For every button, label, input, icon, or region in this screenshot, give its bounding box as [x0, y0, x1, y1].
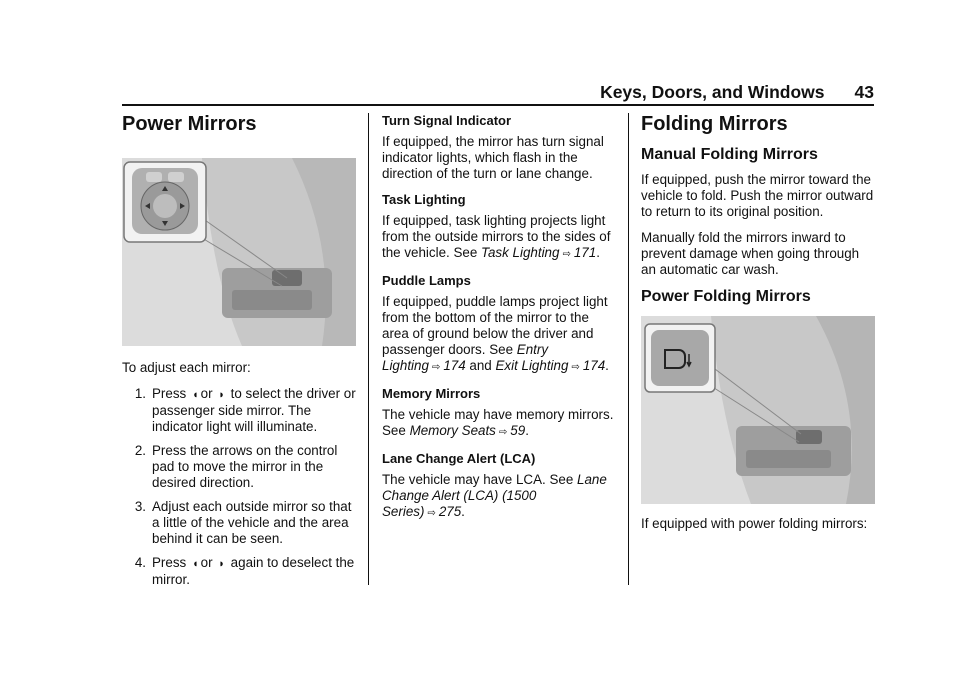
section-title: Keys, Doors, and Windows — [600, 82, 825, 102]
folding-mirrors-heading: Folding Mirrors — [641, 113, 788, 135]
mirror-control-photo — [122, 158, 356, 346]
step-item: 2. Press the arrows on the control pad to move the mirror in the desired direction. — [134, 443, 338, 490]
page-ref-arrow-icon: ⇨ — [427, 508, 436, 519]
adjust-intro: To adjust each mirror: — [122, 360, 251, 375]
column-divider-2 — [628, 113, 629, 585]
memory-seats-link[interactable]: Memory Seats — [409, 423, 496, 438]
adjust-steps — [122, 386, 356, 588]
manual-folding-heading: Manual Folding Mirrors — [641, 146, 818, 163]
power-mirrors-heading: Power Mirrors — [122, 113, 257, 135]
fold-button-illustration — [641, 316, 875, 504]
turn-signal-heading: Turn Signal Indicator — [382, 113, 512, 128]
puddle-lamps-text: If equipped, puddle lamps project light from the bottom of the mirror to the area of ground below the driver and passenger doors. See Entry Lighting ⇨ 174 and Exit Lighting ⇨ 174. — [382, 294, 609, 373]
left-mirror-icon: ◖ — [191, 389, 199, 401]
task-lighting-heading: Task Lighting — [382, 192, 466, 207]
left-mirror-icon: ◖ — [191, 558, 199, 570]
mirror-control-illustration — [122, 158, 356, 346]
page-ref-arrow-icon: ⇨ — [562, 249, 571, 260]
lca-text: The vehicle may have LCA. See Lane Change Alert (LCA) (1500 Series) ⇨ 275. — [382, 472, 607, 519]
lca-link[interactable]: Lane Change Alert (LCA) (1500 Series) — [382, 472, 607, 519]
memory-mirrors-text: The vehicle may have memory mirrors. See Memory Seats ⇨ 59. — [382, 407, 614, 438]
column-mirror-features — [382, 113, 616, 532]
column-power-mirrors — [122, 113, 356, 596]
page-ref-arrow-icon: ⇨ — [431, 362, 441, 373]
task-lighting-text: If equipped, task lighting projects light from the outside mirrors to the sides of the vehicle. See Task Lighting ⇨ 171. — [382, 213, 611, 260]
column-divider-1 — [368, 113, 369, 585]
step-item: 1. Press ◖ or ◗ to select the driver or passenger side mirror. The indicator light will illuminate. — [134, 386, 356, 434]
power-folding-text: If equipped with power folding mirrors: — [641, 516, 868, 531]
manual-folding-p2: Manually fold the mirrors inward to prevent damage when going through an automatic car wash. — [641, 230, 860, 277]
puddle-lamps-heading: Puddle Lamps — [382, 273, 471, 288]
power-folding-heading: Power Folding Mirrors — [641, 288, 811, 305]
step-item: 3. Adjust each outside mirror so that a little of the vehicle and the area behind it can be seen. — [134, 499, 352, 546]
running-header — [600, 82, 874, 103]
fold-button-photo — [641, 316, 875, 504]
step-item: 4. Press ◖ or ◗ again to deselect the mirror. — [134, 555, 355, 587]
page-ref-arrow-icon: ⇨ — [498, 427, 508, 438]
lca-heading: Lane Change Alert (LCA) — [382, 451, 536, 466]
right-mirror-icon: ◗ — [218, 558, 225, 570]
header-rule — [122, 104, 874, 106]
right-mirror-icon: ◗ — [218, 389, 225, 401]
entry-lighting-link[interactable]: Entry Lighting — [382, 342, 549, 373]
page-ref-arrow-icon: ⇨ — [571, 362, 580, 373]
task-lighting-link[interactable]: Task Lighting — [481, 245, 560, 260]
column-folding-mirrors — [641, 113, 875, 542]
manual-folding-p1: If equipped, push the mirror toward the vehicle to fold. Push the mirror outward to return to its original position. — [641, 172, 874, 219]
page-number: 43 — [854, 82, 874, 102]
memory-mirrors-heading: Memory Mirrors — [382, 386, 481, 401]
turn-signal-text: If equipped, the mirror has turn signal indicator lights, which flash in the direction of the turn or lane change. — [382, 134, 604, 181]
exit-lighting-link[interactable]: Exit Lighting — [495, 358, 569, 373]
